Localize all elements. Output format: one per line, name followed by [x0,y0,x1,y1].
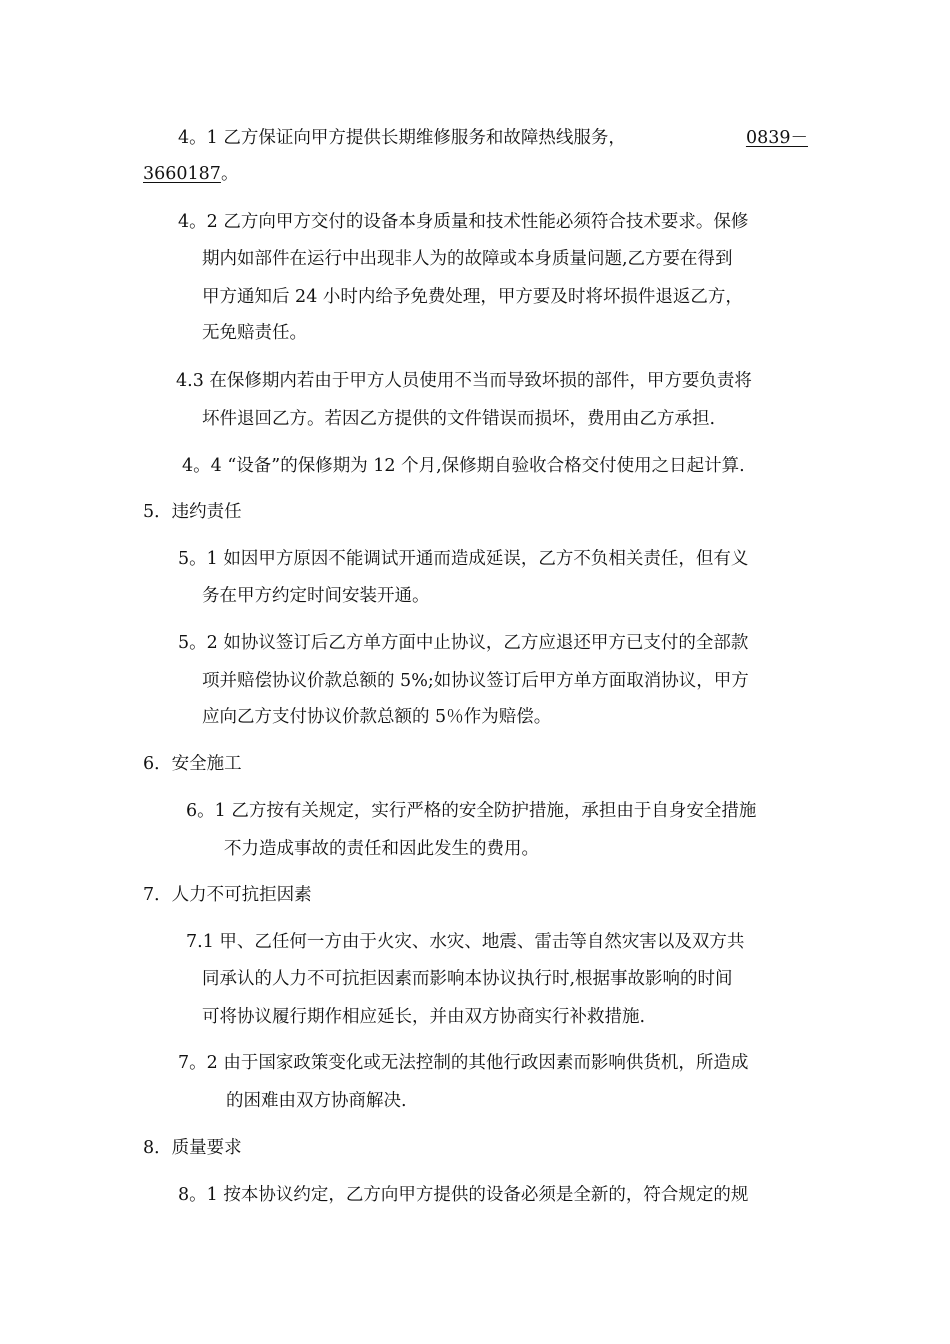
clause-5-1-line-1: 5。1 如因甲方原因不能调试开通而造成延误，乙方不负相关责任，但有义 [178,549,749,569]
clause-4-2-line-2: 期内如部件在运行中出现非人为的故障或本身质量问题,乙方要在得到 [202,249,733,269]
clause-7-1-line-3: 可将协议履行期作相应延长，并由双方协商实行补救措施. [202,1007,646,1027]
clause-4-1-text: 4。1 乙方保证向甲方提供长期维修服务和故障热线服务， [178,128,626,148]
clause-6-1-line-1: 6。1 乙方按有关规定，实行严格的安全防护措施，承担由于自身安全措施 [186,801,757,821]
clause-4-3-line-1: 4.3 在保修期内若由于甲方人员使用不当而导致坏损的部件，甲方要负责将 [176,371,752,391]
section-5-heading: 5．违约责任 [143,502,242,522]
clause-4-1-line-1 [178,127,808,149]
clause-4-1-period: 。 [220,164,239,184]
section-6-heading: 6．安全施工 [143,754,242,774]
hotline-number-part-2: 3660187 [143,164,221,184]
clause-4-1-line-2 [143,163,238,185]
clause-4-2-line-1: 4。2 乙方向甲方交付的设备本身质量和技术性能必须符合技术要求。保修 [178,212,749,232]
clause-5-2-line-3: 应向乙方支付协议价款总额的 5％作为赔偿。 [202,707,552,727]
clause-5-2-line-2: 项并赔偿协议价款总额的 5%;如协议签订后甲方单方面取消协议，甲方 [202,671,749,691]
clause-4-2-line-3: 甲方通知后 24 小时内给予免费处理，甲方要及时将坏损件退返乙方， [202,287,743,307]
section-7-heading: 7．人力不可抗拒因素 [143,885,312,905]
hotline-number-part-1: 0839－ [745,128,808,148]
clause-7-1-line-2: 同承认的人力不可抗拒因素而影响本协议执行时,根据事故影响的时间 [202,969,733,989]
clause-4-4-line-1: 4。4 “设备”的保修期为 12 个月,保修期自验收合格交付使用之日起计算. [182,456,745,476]
section-8-heading: 8．质量要求 [143,1138,242,1158]
clause-7-2-line-1: 7。2 由于国家政策变化或无法控制的其他行政因素而影响供货机，所造成 [178,1053,749,1073]
clause-4-3-line-2: 坏件退回乙方。若因乙方提供的文件错误而损坏，费用由乙方承担. [202,409,716,429]
clause-8-1-line-1: 8。1 按本协议约定，乙方向甲方提供的设备必须是全新的，符合规定的规 [178,1185,749,1205]
clause-7-1-line-1: 7.1 甲、乙任何一方由于火灾、水灾、地震、雷击等自然灾害以及双方共 [186,932,745,952]
clause-5-2-line-1: 5。2 如协议签订后乙方单方面中止协议，乙方应退还甲方已支付的全部款 [178,633,749,653]
clause-4-2-line-4: 无免赔责任。 [202,323,307,343]
clause-7-2-line-2: 的困难由双方协商解决. [226,1091,407,1111]
clause-6-1-line-2: 不力造成事故的责任和因此发生的费用。 [224,839,539,859]
clause-5-1-line-2: 务在甲方约定时间安装开通。 [202,586,430,606]
